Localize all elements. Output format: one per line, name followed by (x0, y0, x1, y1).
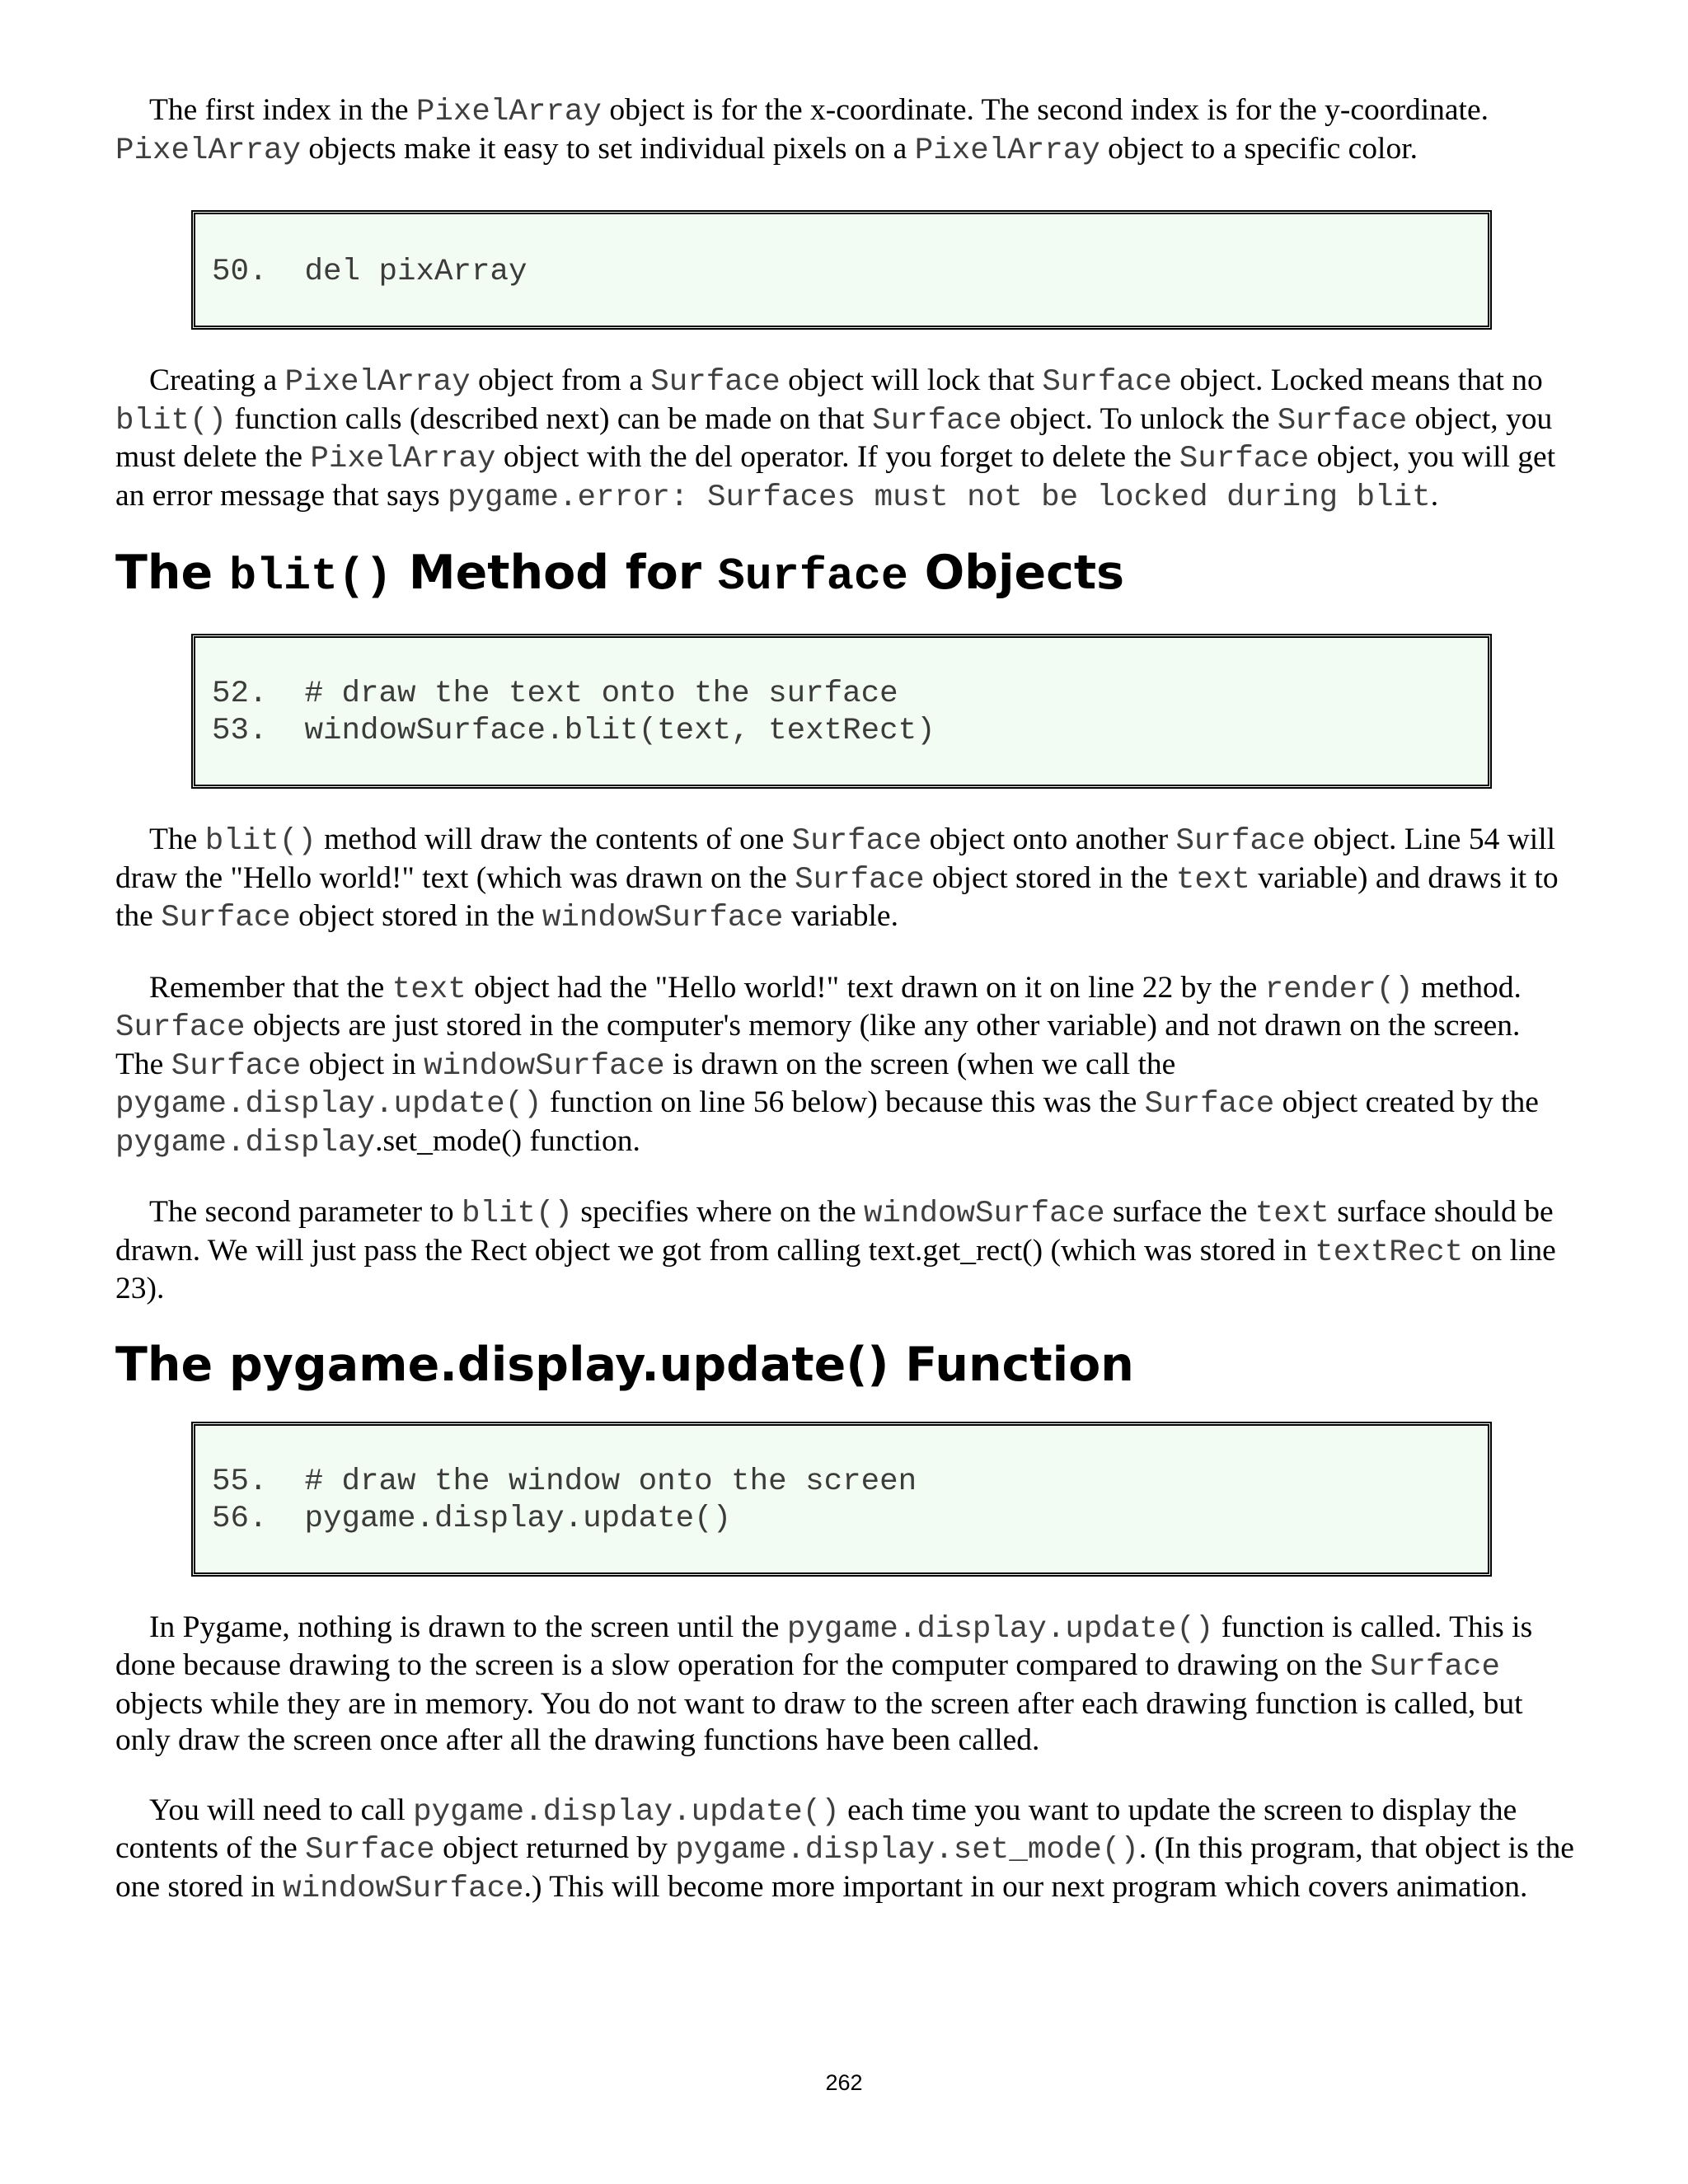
paragraph-nothing-drawn: In Pygame, nothing is drawn to the screen until the pygame.display.update() function is called. This is done because drawing to the screen is a slow operation for the computer compared to drawing on the Surface objects while they are in memory. You do not want to draw to the screen after each drawing function is called, but only draw the screen once after all the drawing functions have been called. (115, 1610, 1533, 1757)
section-heading-blit: The blit() Method for Surface Objects (115, 546, 1125, 602)
code-line: 56. pygame.display.update() (212, 1501, 732, 1536)
inline-code: PixelArray (415, 95, 602, 129)
error-message-code: pygame.error: Surfaces must not be locked during blit (447, 480, 1431, 515)
code-line: 55. # draw the window onto the screen (212, 1464, 917, 1499)
code-line: 50. del pixArray (212, 255, 528, 289)
code-block-blit (191, 634, 1492, 789)
page-content (115, 92, 1574, 1907)
paragraph-pixelarray-index: The first index in the PixelArray object is for the x-coordinate. The second index is for the y-coordinate. PixelArray objects make it easy to set individual pixels on a PixelArray object to a specific color. (115, 93, 1489, 168)
paragraph-surface-memory: Remember that the text object had the "Hello world!" text drawn on it on line 22 by the render() method. Surface objects are just stored in the computer's memory (like any other variable) and not drawn on the screen. The Surface object in windowSurface is drawn on the screen (when we call the pygame.display.update() function on line 56 below) because this was the Surface object created by the pygame.display.set_mode() function. (115, 970, 1539, 1160)
code-block-display-update (191, 1422, 1492, 1577)
page-number: 262 (825, 2070, 863, 2095)
inline-code: PixelArray (914, 133, 1100, 168)
paragraph-blit-parameter: The second parameter to blit() specifies where on the windowSurface surface the text surface should be drawn. We will just pass the Rect object we got from calling text.get_rect() (which was stored in textRect on line 23). (115, 1195, 1556, 1305)
code-line: 52. # draw the text onto the surface (212, 677, 898, 711)
paragraph-call-update: You will need to call pygame.display.update() each time you want to update the screen to display the contents of the Surface object returned by pygame.display.set_mode(). (In this program, that object is the one stored in windowSurface.) This will become more important in our next program which covers animation. (115, 1793, 1574, 1906)
section-heading-display-update: The pygame.display.update() Function (115, 1337, 1134, 1392)
code-block-del-pixarray (191, 210, 1492, 330)
inline-code: PixelArray (115, 133, 302, 168)
paragraph-locking: Creating a PixelArray object from a Surface object will lock that Surface object. Locked means that no blit() function calls (described next) can be made on that Surface object. To unlock the Surface object, you must delete the PixelArray object with the del operator. If you forget to delete the Surface object, you will get an error message that says pygame.error: Surfaces must not be locked during blit. (115, 363, 1556, 515)
paragraph-blit-method: The blit() method will draw the contents of one Surface object onto another Surface object. Line 54 will draw the "Hello world!" text (which was drawn on the Surface object stored in the text variable) and draws it to the Surface object stored in the windowSurface variable. (115, 823, 1559, 935)
code-line: 53. windowSurface.blit(text, textRect) (212, 714, 935, 748)
